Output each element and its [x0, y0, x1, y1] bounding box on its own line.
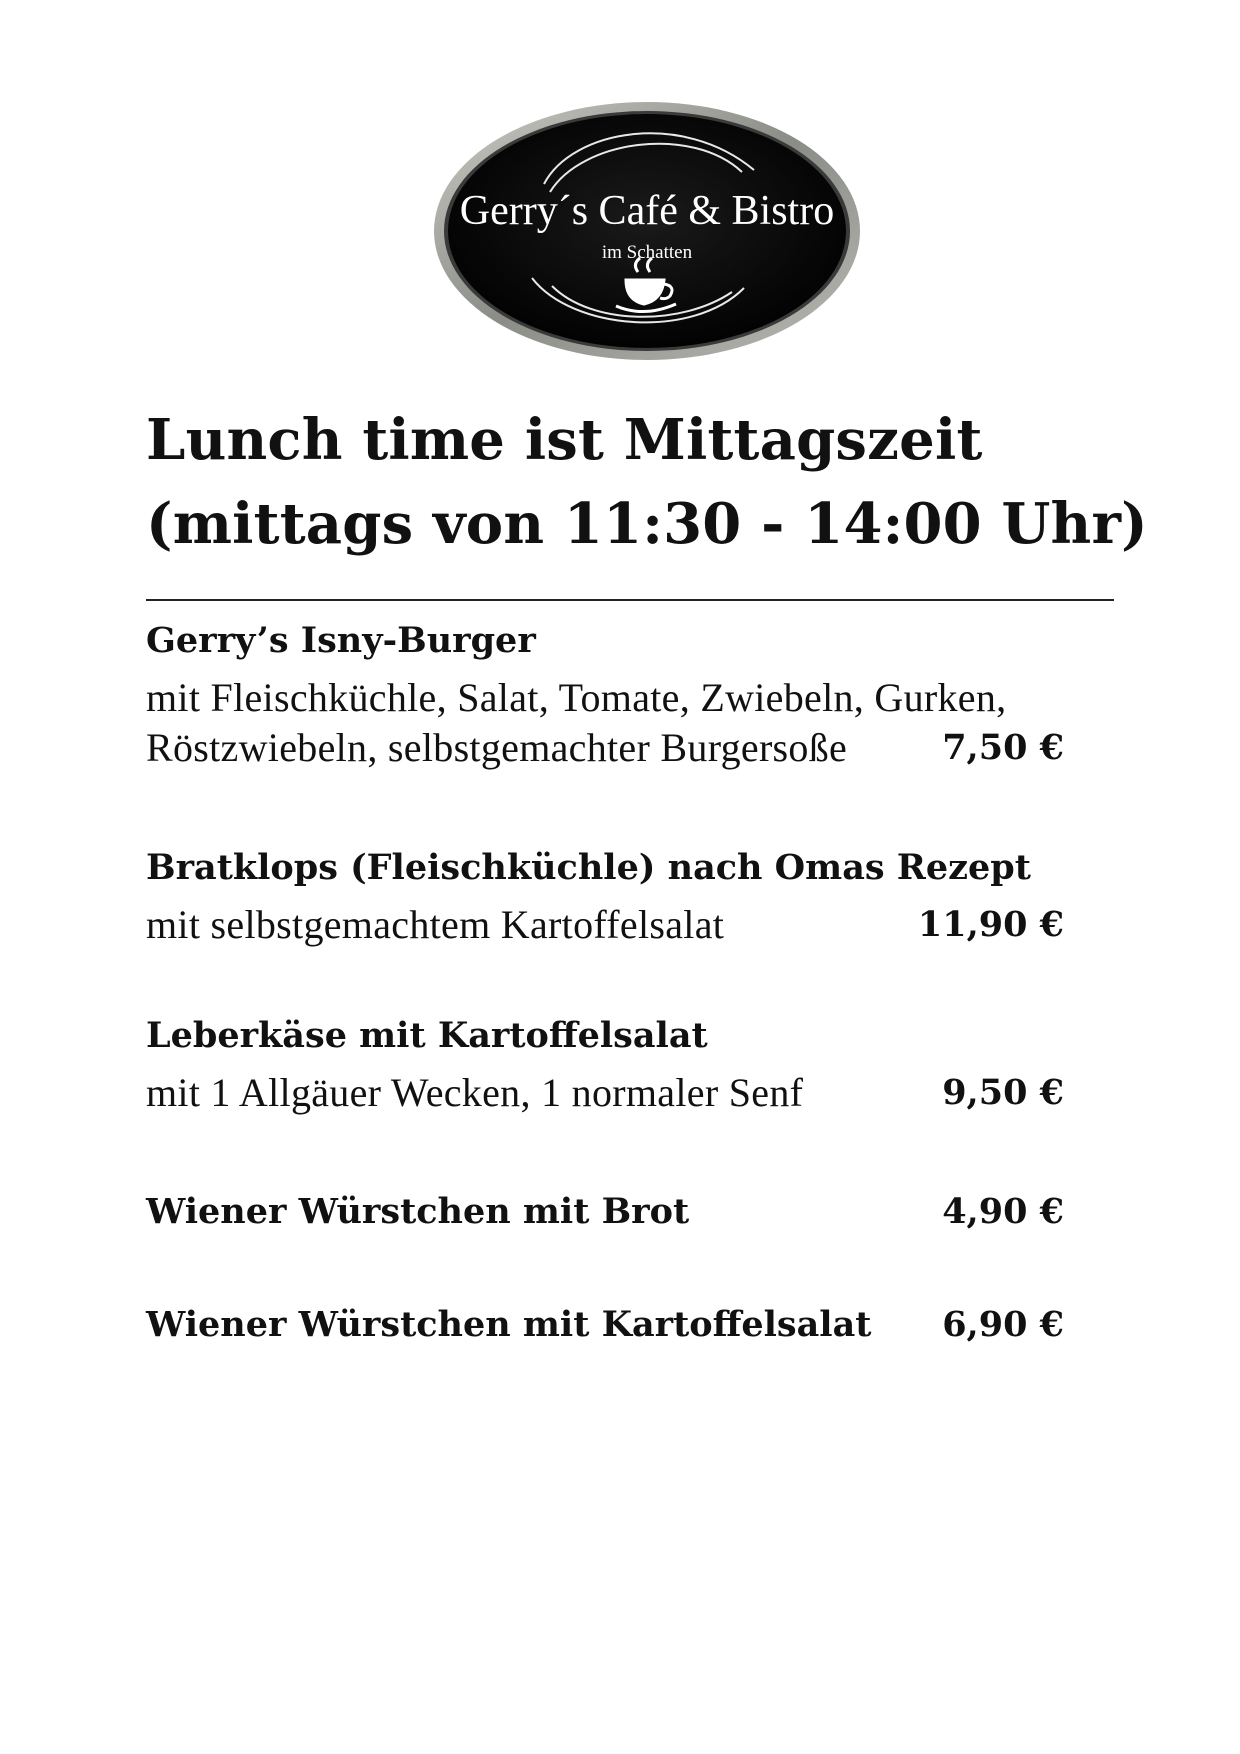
logo-name: Gerry´s Café & Bistro [459, 188, 835, 234]
menu-item-bratklops [146, 843, 1086, 953]
menu-item-description: Röstzwiebeln, selbstgemachter Burgersoße [146, 725, 848, 770]
cafe-logo [432, 100, 862, 362]
menu-item-name: Leberkäse mit Kartoffelsalat [146, 1015, 708, 1056]
menu-item-price: 7,50 € [942, 727, 1064, 768]
menu-item-description: mit Fleischküchle, Salat, Tomate, Zwiebeln, Gurken, [146, 675, 1007, 720]
heading-line-2: (mittags von 11:30 - 14:00 Uhr) [146, 491, 1148, 557]
menu-item-price: 9,50 € [942, 1072, 1064, 1113]
logo-oval [432, 100, 862, 362]
menu-item-name: Wiener Würstchen mit Brot [146, 1191, 690, 1232]
lunch-menu [146, 616, 1086, 1350]
menu-item-isny-burger [146, 616, 1086, 776]
logo-subtitle: im Schatten [601, 242, 693, 263]
menu-item-wiener-kartoffelsalat [146, 1300, 1086, 1350]
menu-item-name: Bratklops (Fleischküchle) nach Omas Rezept [146, 847, 1031, 888]
heading-line-1: Lunch time ist Mittagszeit [146, 407, 983, 473]
menu-item-description: mit selbstgemachtem Kartoffelsalat [146, 902, 725, 947]
page-heading [146, 398, 1146, 566]
menu-item-price: 6,90 € [942, 1304, 1064, 1345]
menu-item-name: Gerry’s Isny-Burger [146, 620, 536, 661]
menu-item-wiener-brot [146, 1187, 1086, 1237]
menu-item-price: 11,90 € [917, 904, 1064, 945]
menu-item-description: mit 1 Allgäuer Wecken, 1 normaler Senf [146, 1070, 804, 1115]
menu-item-name: Wiener Würstchen mit Kartoffelsalat [146, 1304, 872, 1345]
menu-item-leberkaese [146, 1011, 1086, 1121]
menu-item-price: 4,90 € [942, 1191, 1064, 1232]
heading-divider [146, 599, 1114, 601]
